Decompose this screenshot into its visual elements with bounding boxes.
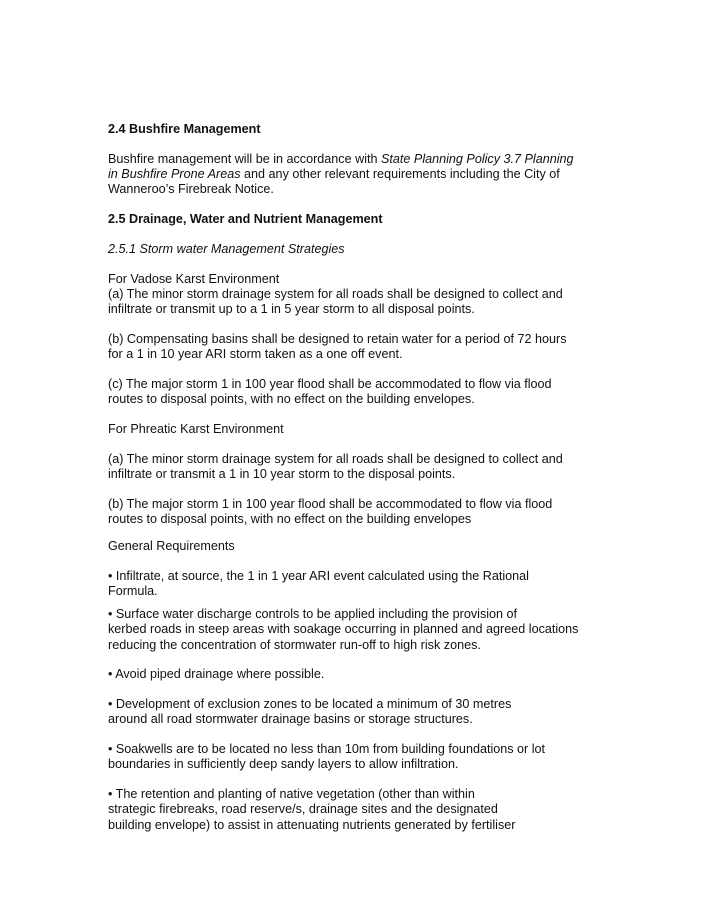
vadose-b-line-1: (b) Compensating basins shall be designed to retain water for a period of 72 hours [108,331,567,346]
bushfire-tail-1: and any other relevant requirements including the City of [240,167,560,181]
vadose-b-line-2: for a 1 in 10 year ARI storm taken as a one off event. [108,347,403,361]
vadose-c-line-1: (c) The major storm 1 in 100 year flood shall be accommodated to flow via flood [108,376,552,391]
bullet-2-line-2: kerbed roads in steep areas with soakage occurring in planned and agreed locations [108,622,579,637]
general-bullet-6 [108,787,608,833]
subheading-2-5-1: 2.5.1 Storm water Management Strategies [108,241,345,256]
vadose-c-line-2: routes to disposal points, with no effect on the building envelopes. [108,392,475,406]
phreatic-item-b [108,497,608,527]
general-title: General Requirements [108,539,235,553]
vadose-item-b [108,332,608,362]
vadose-a-line-1: (a) The minor storm drainage system for all roads shall be designed to collect and [108,286,563,301]
bullet-2-line-3: reducing the concentration of stormwater run-off to high risk zones. [108,637,481,652]
vadose-item-a [108,287,608,317]
vadose-title: For Vadose Karst Environment [108,271,280,286]
bushfire-paragraph [108,152,608,198]
bullet-4-line-1: • Development of exclusion zones to be located a minimum of 30 metres [108,697,512,712]
general-bullet-3 [108,667,608,682]
bullet-3-line-1: • Avoid piped drainage where possible. [108,667,325,682]
bullet-6-line-3: building envelope) to assist in attenuating nutrients generated by fertiliser [108,817,516,832]
phreatic-title: For Phreatic Karst Environment [108,421,284,436]
phreatic-b-line-2: routes to disposal points, with no effect on the building envelopes [108,511,472,526]
policy-title-part-2: in Bushfire Prone Areas [108,167,241,181]
bullet-4-line-2: around all road stormwater drainage basins or storage structures. [108,712,473,727]
vadose-a-line-2: infiltrate or transmit up to a 1 in 5 year storm to all disposal points. [108,302,475,316]
phreatic-item-a [108,452,608,482]
phreatic-a-line-1: (a) The minor storm drainage system for all roads shall be designed to collect and [108,451,563,466]
document-body [108,122,608,833]
phreatic-b-line-1: (b) The major storm 1 in 100 year flood shall be accommodated to flow via flood [108,496,553,511]
bullet-6-line-1: • The retention and planting of native vegetation (other than within [108,787,475,802]
bushfire-line-2 [108,167,608,182]
heading-2-5: 2.5 Drainage, Water and Nutrient Management [108,212,383,226]
bullet-1-line-1: • Infiltrate, at source, the 1 in 1 year ARI event calculated using the Rational [108,568,529,583]
heading-2-4: 2.4 Bushfire Management [108,122,261,136]
bushfire-lead: Bushfire management will be in accordance with [108,151,382,166]
general-bullet-5 [108,742,608,772]
phreatic-a-line-2: infiltrate or transmit a 1 in 10 year storm to the disposal points. [108,466,456,481]
general-bullet-2 [108,607,608,653]
general-bullet-1 [108,569,608,599]
bullet-1-line-2: Formula. [108,584,158,598]
bullet-2-line-1: • Surface water discharge controls to be applied including the provision of [108,607,518,622]
bullet-6-line-2: strategic firebreaks, road reserve/s, drainage sites and the designated [108,802,498,817]
bullet-5-line-1: • Soakwells are to be located no less than 10m from building foundations or lot [108,742,546,757]
general-bullet-4 [108,697,608,727]
vadose-item-c [108,377,608,407]
bushfire-line-3: Wanneroo’s Firebreak Notice. [108,182,274,197]
bullet-5-line-2: boundaries in sufficiently deep sandy layers to allow infiltration. [108,757,459,772]
policy-title-part-1: State Planning Policy 3.7 Planning [381,151,574,166]
bushfire-line-1 [108,152,608,167]
